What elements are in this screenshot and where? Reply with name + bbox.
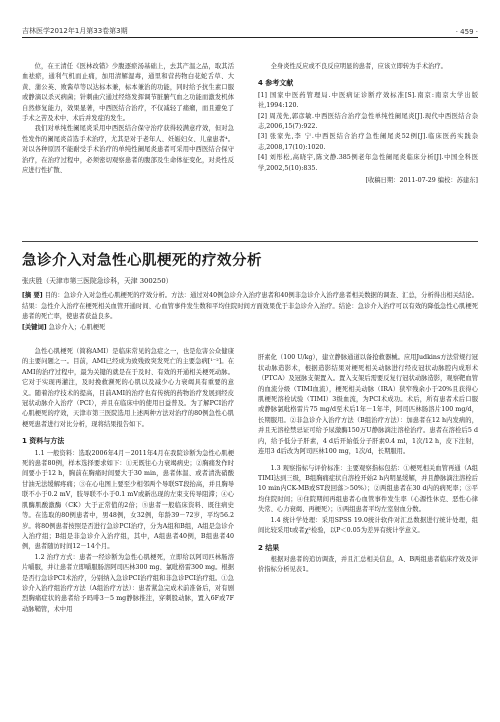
reference-item: [2] 周茂先,郭彦敏.中西医结合治疗急性单纯性阑尾炎[J].现代中西医结合杂志,2006,15(7):922.	[258, 112, 478, 131]
paragraph: 肝素化（100 U/kg），建立静脉通道以备抢救器械。应用Judkins方法常规行冠状动脉造影术，根据造影结果对梗死相关动脉进行经皮冠状动脉腔内成形术（PTCA）及冠脉支架置入。置入支架后需要反复行冠状动脉造影，观察靶血管的血流分级（TIMI血流），梗死相关动脉（IRA）狭窄残余小于20%且获得心肌梗死溶栓试验（TIMI）3级血流，为PCI术成功。术后，所有患者术后口服或静脉氯吡格雷片75 mg/d至术后1年－1年半，阿司匹林肠溶片100 mg/d，长期服用。②非急诊介入治疗方法（B组治疗方法）：加患者在12 h内发病的，并且无溶栓禁忌证可给予尿激酶150万U静脉滴注溶栓治疗。患者在溶栓后5 d内，给予低分子肝素，4 d后开始低分子肝素0.4 ml，1次/12 h，皮下注射，连用3 d后改为阿司匹林100 mg，1次/d，长期服用。	[258, 354, 478, 455]
journal-info: 吉林医学2012年1月第33卷第3期	[22, 27, 128, 35]
paragraph: 1.2 治疗方式：患者一经诊断为急性心肌梗死，立即给以阿司匹林肠溶片嚼服，并让患者立即嚼服肠溶阿司匹林300 mg、氯吡格雷300 mg。根据是否行急诊PCI术治疗，分别纳入急诊PCI治疗组和非急诊PCI治疗组。①急诊介入治疗组治疗方法（A组治疗方法）：患者紧急完成术前准备后，对有剧烈胸痛症状的患者给予吗啡3－5 mg静脉推注，穿刺股动脉，置入6F或7F动脉鞘管，术中用	[22, 553, 234, 613]
running-header	[22, 0, 478, 52]
paragraph: 急性心肌梗死（简称AMI）是临床常见的急症之一，也是危害公众健康的主要问题之一。目前，AMI已经成为致残致突发死亡的主要急病[¹⁻²]。在AMI的治疗过程中，最为关键的就是在于及时、有效的开通相关梗死动脉。它对于实现再灌注，及时挽救濒死的心肌以及减少心力衰竭具有重要的意义。随着治疗技术的提高，目前AMI的治疗也有传统的药物治疗发展到经皮冠状动脉介入治疗（PCI），并且在临床中的使用日益普及。为了解PCI治疗心肌梗死的疗效，天津市第三医院选用上述两种方法对治疗的80例急性心肌梗死患者进行对比分析，现将结果报告如下。	[22, 348, 234, 428]
article-right-column	[258, 347, 478, 576]
section-divider	[22, 241, 478, 242]
paragraph: 根据对患者的追访调查，并且汇总相关信息，A、B两组患者临床疗效及评价指标分析见表1。	[258, 555, 478, 574]
keywords-text: 急诊介入；心肌梗死	[48, 323, 106, 331]
previous-article-right-column	[258, 62, 478, 186]
paragraph: 我们对单纯性阑尾炎采用中西医结合保守治疗获得较满意疗效，但对急性发作的阑尾炎首选手术治疗，尤其是对于老年人、妊娠妇女、儿童患者⁴。对以各种原因不能耐受手术治疗的单纯性阑尾炎患者可采用中西医结合保守治疗，在治疗过程中，必须密切观察患者的腹部及生命体征变化，对炎性反应进行性扩散、	[22, 125, 234, 175]
section-heading: 1 资料与方法	[22, 437, 65, 446]
article-title: 急诊介入对急性心肌梗死的疗效分析	[22, 253, 262, 269]
keywords-label: [关键词]	[22, 323, 47, 331]
article-authors: 张庆胜（天津市第三医院急诊科，天津 300250）	[22, 277, 173, 285]
header-rule	[22, 37, 478, 38]
paragraph: 1.3 观察指标与评价标准：主要观察指标包括：①梗死相关血管再通（A组TIMI达到三级，B组胸痛症状自溶栓开始2 h内明显缓解，并且静脉滴注溶栓后10 min内CK-MB或ST段回落＞50%）；②两组患者在30 d内的病死率；③平均住院时间；④住院期间再组患者心血管事件发生率（心源性休克、恶性心律失常、心力衰竭、再梗死）；⑤两组患者平均左室射血分数。	[258, 464, 478, 514]
abstract	[22, 291, 478, 323]
keywords	[22, 323, 478, 334]
abstract-text: 目的：急诊介入对急性心肌梗死的疗效分析。方法：通过对40例急诊介入治疗患者和40例非急诊介入治疗患者相关数据的调查、汇总，分析得出相关结论。结果：急性介入治疗在梗死相关血管开通时间、心血管事件发生数和平均住院时间方面效果优于非急诊介入治疗。结论：急诊介入治疗可以有效的降低急性心肌梗死患者的死亡率，使患者获益良多。	[22, 292, 478, 321]
reference-item: [1] 国家中医药管理局.中医病证诊断疗效标准[S].南京:南京大学出版社,1994:120.	[258, 91, 478, 110]
article-left-column	[22, 347, 234, 615]
section-heading: 2 结果	[258, 543, 280, 552]
references-heading: 4 参考文献	[258, 79, 294, 88]
abstract-block	[22, 291, 478, 333]
previous-article-left-column	[22, 62, 234, 176]
reference-item: [3] 张家先,李 宁.中西医结合治疗急性阑尾炎52例[J].临床医药实践杂志,2008,17(10):1020.	[258, 133, 478, 151]
page-number: · 459 ·	[455, 28, 478, 36]
paragraph: 1.4 统计学处理：采用SPSS 19.0统计软件对汇总数据进行统计处理，组间比较采用t或者χ²检验，以P＜0.05为差异有统计学意义。	[258, 516, 478, 535]
paragraph: 1.1 一般资料：选取2006年4月－2011年4月在我院诊断为急性心肌梗死的患者80例，样本选择要求如下：①无既往心力衰竭病史；②胸痛发作时间要小于12 h，胸前在胸痛时间要大于30 min，患者体温、或者清洗硝酸甘油无法缓解疼痛；③在心电图上要至少相邻两个导联ST段抬高，并且胸导联不小于0.2 mV，肢导联不小于0.1 mV或新出现的左束支传导阻滞；④心肌酶肌酸激酶（CK）大于正常值的2倍；⑤患者一般临床资料、既往病史等。在选取的80例患者中，男48例，女32例，年龄39－72岁，平均56.2岁。将80例患者按照是否进行急诊PCI治疗，分为A组和B组，A组是急诊介入治疗组；B组是非急诊介入治疗组，其中，A组患者40例，B组患者40例，患者随访时间12－14个月。	[22, 449, 234, 551]
abstract-label: [摘 要]	[22, 292, 43, 299]
reference-item: [4] 刘彤松,高晓宇,陈文静.385例老年急性阑尾炎临床分析[J].中国全科医学,2002,5(10):835.	[258, 154, 478, 172]
received-date: [收稿日期：2011-07-29 编校：苏建东]	[365, 177, 478, 185]
paragraph: 位，在王清任《医林改错》少腹逐瘀汤基础上，去其产温之品，取其活血祛瘀，通利气机而止痛，加用清解湿毒，通里和营药物白花蛇舌草、大黄、蒲公英、败酱草等以达标本兼，标本兼治的功能，同时给予抗生素口服或静滴以杀灭病菌；针刺曲穴通过经络发挥调节脏腑气血之功能而激发机体自然修复能力，效果显著，中西医结合治疗，不仅减轻了痛瘤，而且避免了手术之苦及术中、术后并发症的发生。	[22, 63, 234, 123]
paragraph: 全身炎性反应或不良反应明显的患者，应该立即转为手术治疗。	[270, 63, 447, 70]
